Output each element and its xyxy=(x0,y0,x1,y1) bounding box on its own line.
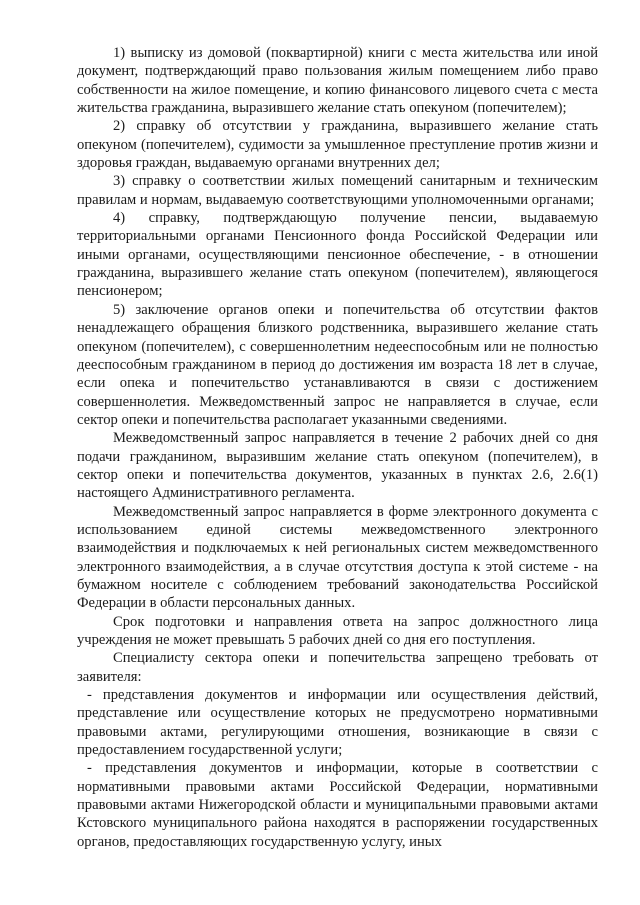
paragraph-item-3: 3) справку о соответствии жилых помещений санитарным и техническим правилам и нормам, выдаваемую соответствующими уполномоченными органами; xyxy=(77,173,598,208)
paragraph-item-4: 4) справку, подтверждающую получение пенсии, выдаваемую территориальными органами Пенсионного фонда Российской Федерации или иными органами, осуществляющими пенсионное обеспечение, - в отношении гражданина, выразившего желание стать опекуном (попечителем), являющегося пенсионером; xyxy=(77,210,598,300)
paragraph-item-1: 1) выписку из домовой (поквартирной) книги с места жительства или иной документ, подтверждающий право пользования жилым помещением либо право собственности на жилое помещение, и копию финансового лицевого счета с места жительства гражданина, выразившего желание стать опекуном (попечителем); xyxy=(77,45,598,117)
paragraph-prohibition-2: - представления документов и информации, которые в соответствии с нормативными правовыми актами Российской Федерации, нормативными правовыми актами Нижегородской области и муниципальными правовыми актами Кстовского муниципального района находятся в распоряжении государственных органов, предоставляющих государственную услугу, иных xyxy=(77,760,598,850)
paragraph-request-form: Межведомственный запрос направляется в форме электронного документа с использованием единой системы межведомственного электронного взаимодействия и подключаемых к ней региональных систем межведомственного электронного взаимодействия, а в случае отсутствия доступа к этой системе - на бумажном носителе с соблюдением требований законодательства Российской Федерации в области персональных данных. xyxy=(77,503,598,612)
paragraph-request-timing: Межведомственный запрос направляется в течение 2 рабочих дней со дня подачи гражданином, выразившим желание стать опекуном (попечителем), в сектор опеки и попечительства документов, указанных в пунктах 2.6, 2.6(1) настоящего Административного регламента. xyxy=(77,430,598,502)
paragraph-response-deadline: Срок подготовки и направления ответа на запрос должностного лица учреждения не может превышать 5 рабочих дней со дня его поступления. xyxy=(77,613,598,648)
paragraph-prohibition-1: - представления документов и информации или осуществления действий, представление или осуществление которых не предусмотрено нормативными правовыми актами, регулирующими отношения, возникающие в связи с предоставлением государственной услуги; xyxy=(77,687,598,759)
paragraph-item-2: 2) справку об отсутствии у гражданина, выразившего желание стать опекуном (попечителем), судимости за умышленное преступление против жизни и здоровья граждан, выдаваемую органами внутренних дел; xyxy=(77,118,598,172)
document-page xyxy=(77,44,598,851)
paragraph-item-5: 5) заключение органов опеки и попечительства об отсутствии фактов ненадлежащего обращения близкого родственника, выразившего желание стать опекуном (попечителем), с совершеннолетним недееспособным или не полностью дееспособным гражданином в период до достижения им возраста 18 лет в случае, если опека и попечительство устанавливаются в связи с достижением совершеннолетия. Межведомственный запрос не направляется в случае, если сектор опеки и попечительства располагает указанными сведениями. xyxy=(77,301,598,428)
paragraph-prohibitions-intro: Специалисту сектора опеки и попечительства запрещено требовать от заявителя: xyxy=(77,650,598,685)
